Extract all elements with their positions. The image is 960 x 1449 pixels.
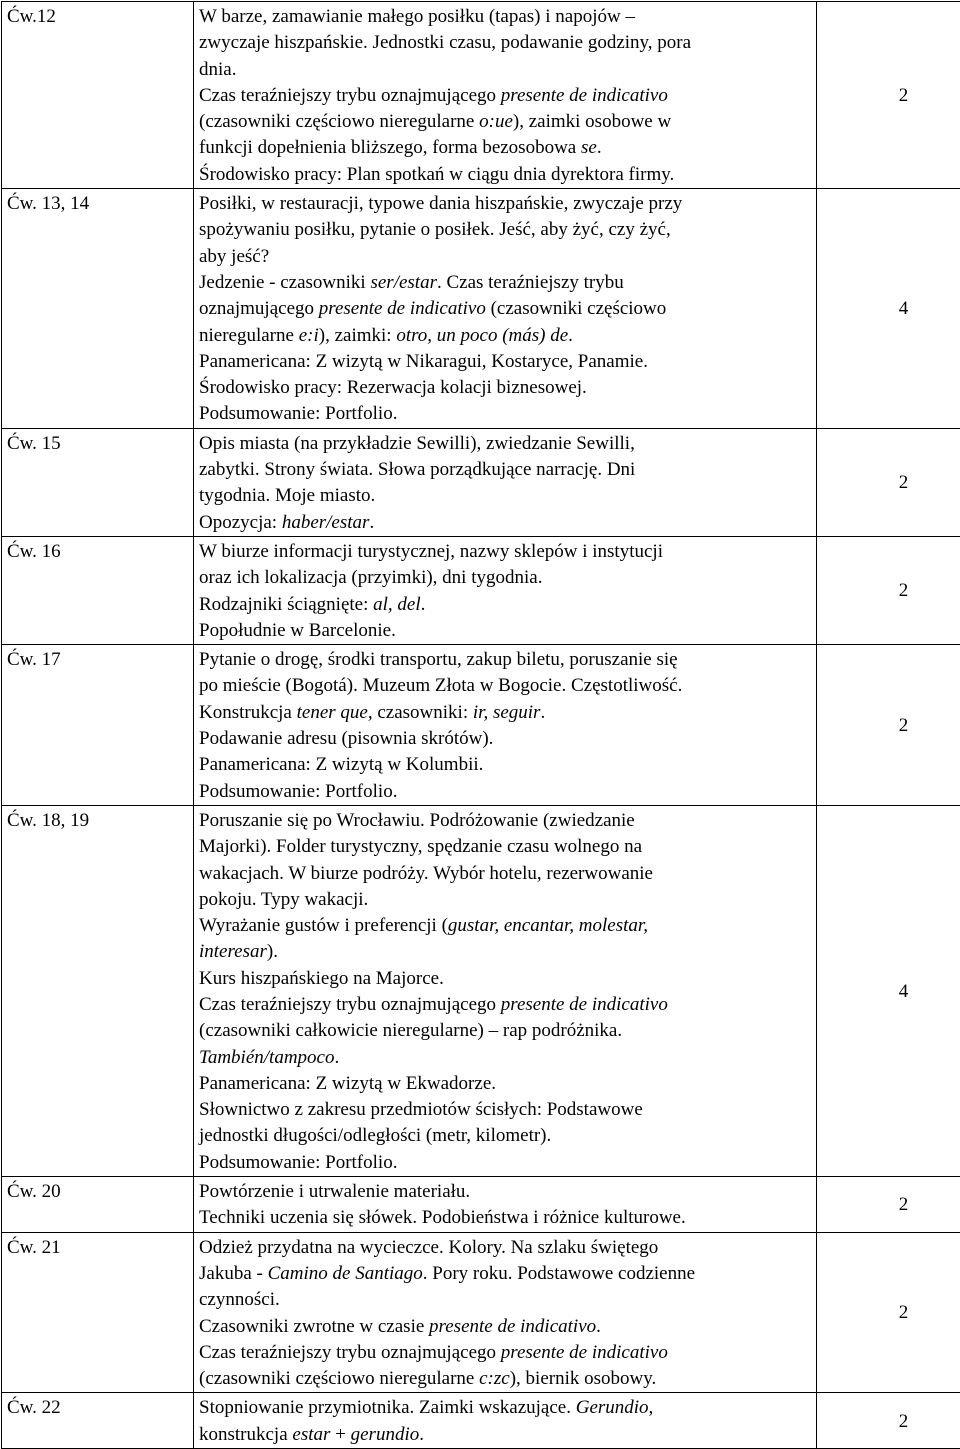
text-segment: Stopniowanie przymiotnika. Zaimki wskazujące. xyxy=(199,1397,576,1418)
text-segment: czasowniki: xyxy=(373,702,473,723)
topic-line xyxy=(199,913,811,939)
topic-cell xyxy=(194,1177,817,1233)
text-segment: Opozycja: xyxy=(199,512,282,533)
text-segment: ). xyxy=(267,941,278,962)
text-segment: ), zaimki: xyxy=(319,325,397,346)
italic-term: o:ue xyxy=(479,111,513,132)
topic-line xyxy=(199,1179,811,1205)
topic-line xyxy=(199,1045,811,1071)
topic-line xyxy=(199,834,811,860)
text-segment: . xyxy=(419,1424,424,1445)
text-segment: pokoju. Typy wakacji. xyxy=(199,889,368,910)
text-segment: Panamericana: Z wizytą w Ekwadorze. xyxy=(199,1073,496,1094)
hours-count: 2 xyxy=(817,1232,960,1393)
syllabus-rows xyxy=(2,2,960,1449)
exercise-number: Ćw. 20 xyxy=(2,1177,194,1233)
table-row xyxy=(2,536,960,644)
italic-term: tener que, xyxy=(297,702,373,723)
hours-count: 2 xyxy=(817,1393,960,1449)
topic-line xyxy=(199,752,811,778)
text-segment: . xyxy=(597,137,602,158)
text-segment: nieregularne xyxy=(199,325,299,346)
topic-line xyxy=(199,808,811,834)
topic-line xyxy=(199,1097,811,1123)
topic-line xyxy=(199,244,811,270)
text-segment: . xyxy=(334,1047,339,1068)
italic-term: gustar, encantar, molestar, xyxy=(448,915,648,936)
topic-cell xyxy=(194,428,817,536)
text-segment: . xyxy=(540,702,545,723)
italic-term: ser/estar xyxy=(370,272,437,293)
topic-line xyxy=(199,1235,811,1261)
table-row xyxy=(2,428,960,536)
hours-count: 2 xyxy=(817,1177,960,1233)
topic-line xyxy=(199,592,811,618)
topic-cell xyxy=(194,645,817,806)
topic-line xyxy=(199,1395,811,1421)
text-segment: . xyxy=(421,594,426,615)
hours-count: 4 xyxy=(817,805,960,1176)
text-segment: W biurze informacji turystycznej, nazwy sklepów i instytucji xyxy=(199,541,663,562)
topic-line xyxy=(199,431,811,457)
italic-term: se xyxy=(581,137,597,158)
exercise-number: Ćw. 22 xyxy=(2,1393,194,1449)
topic-line xyxy=(199,1287,811,1313)
text-segment: Czas teraźniejszy trybu oznajmującego xyxy=(199,1342,501,1363)
table-row xyxy=(2,189,960,429)
topic-line xyxy=(199,349,811,375)
topic-line xyxy=(199,618,811,644)
text-segment: funkcji dopełnienia bliższego, forma bezosobowa xyxy=(199,137,581,158)
text-segment: . xyxy=(568,325,573,346)
italic-term: e:i xyxy=(299,325,319,346)
text-segment: Środowisko pracy: Rezerwacja kolacji biznesowej. xyxy=(199,377,587,398)
topic-cell xyxy=(194,1393,817,1449)
text-segment: Jedzenie - czasowniki xyxy=(199,272,370,293)
topic-line xyxy=(199,217,811,243)
text-segment: konstrukcja xyxy=(199,1424,292,1445)
topic-line xyxy=(199,887,811,913)
table-row xyxy=(2,1177,960,1233)
topic-line xyxy=(199,191,811,217)
text-segment: dnia. xyxy=(199,59,236,80)
text-segment: spożywaniu posiłku, pytanie o posiłek. Jeść, aby żyć, czy żyć, xyxy=(199,219,671,240)
text-segment: Czas teraźniejszy trybu oznajmującego xyxy=(199,85,501,106)
text-segment: Wyrażanie gustów i preferencji ( xyxy=(199,915,448,936)
text-segment: Popołudnie w Barcelonie. xyxy=(199,620,396,641)
text-segment: Konstrukcja xyxy=(199,702,297,723)
text-segment: zwyczaje hiszpańskie. Jednostki czasu, podawanie godziny, pora xyxy=(199,32,691,53)
italic-term: otro, un poco (más) de xyxy=(396,325,568,346)
text-segment: po mieście (Bogotá). Muzeum Złota w Bogocie. Częstotliwość. xyxy=(199,675,682,696)
text-segment: Rodzajniki ściągnięte: xyxy=(199,594,373,615)
topic-line xyxy=(199,966,811,992)
text-segment: Czas teraźniejszy trybu oznajmującego xyxy=(199,994,501,1015)
topic-line xyxy=(199,539,811,565)
text-segment: oznajmującego xyxy=(199,298,319,319)
hours-count: 2 xyxy=(817,536,960,644)
topic-line xyxy=(199,726,811,752)
exercise-number: Ćw. 18, 19 xyxy=(2,805,194,1176)
topic-line xyxy=(199,1340,811,1366)
topic-cell xyxy=(194,2,817,189)
italic-term: al, del xyxy=(373,594,421,615)
text-segment: oraz ich lokalizacja (przyimki), dni tygodnia. xyxy=(199,567,542,588)
text-segment: Odzież przydatna na wycieczce. Kolory. Na szlaku świętego xyxy=(199,1237,658,1258)
table-row xyxy=(2,1232,960,1393)
text-segment: tygodnia. Moje miasto. xyxy=(199,485,375,506)
topic-line xyxy=(199,510,811,536)
text-segment: Czasowniki zwrotne w czasie xyxy=(199,1316,429,1337)
text-segment: Jakuba - xyxy=(199,1263,268,1284)
text-segment: Pytanie o drogę, środki transportu, zakup biletu, poruszanie się xyxy=(199,649,678,670)
topic-line xyxy=(199,109,811,135)
exercise-number: Ćw.12 xyxy=(2,2,194,189)
topic-line xyxy=(199,647,811,673)
topic-line xyxy=(199,1150,811,1176)
text-segment: (czasowniki częściowo nieregularne xyxy=(199,1368,479,1389)
italic-term: presente de indicativo xyxy=(429,1316,596,1337)
text-segment: (czasowniki całkowicie nieregularne) – rap podróżnika. xyxy=(199,1020,622,1041)
topic-line xyxy=(199,296,811,322)
exercise-number: Ćw. 16 xyxy=(2,536,194,644)
topic-line xyxy=(199,270,811,296)
text-segment: Powtórzenie i utrwalenie materiału. xyxy=(199,1181,470,1202)
text-segment: . xyxy=(369,512,374,533)
text-segment: jednostki długości/odległości (metr, kilometr). xyxy=(199,1125,551,1146)
topic-line xyxy=(199,401,811,427)
italic-term: Gerundio, xyxy=(576,1397,654,1418)
topic-cell xyxy=(194,1232,817,1393)
text-segment: ), biernik osobowy. xyxy=(510,1368,657,1389)
topic-line xyxy=(199,992,811,1018)
italic-term: presente de indicativo xyxy=(319,298,486,319)
hours-count: 4 xyxy=(817,189,960,429)
text-segment: Środowisko pracy: Plan spotkań w ciągu dnia dyrektora firmy. xyxy=(199,164,674,185)
topic-line xyxy=(199,483,811,509)
topic-line xyxy=(199,1422,811,1448)
text-segment: zabytki. Strony świata. Słowa porządkujące narrację. Dni xyxy=(199,459,635,480)
text-segment: Opis miasta (na przykładzie Sewilli), zwiedzanie Sewilli, xyxy=(199,433,635,454)
text-segment: Majorki). Folder turystyczny, spędzanie czasu wolnego na xyxy=(199,836,642,857)
text-segment: czynności. xyxy=(199,1289,280,1310)
text-segment: Podawanie adresu (pisownia skrótów). xyxy=(199,728,493,749)
text-segment: + xyxy=(330,1424,350,1445)
topic-cell xyxy=(194,805,817,1176)
topic-line xyxy=(199,673,811,699)
topic-line xyxy=(199,1314,811,1340)
topic-line xyxy=(199,4,811,30)
table-row xyxy=(2,805,960,1176)
topic-line xyxy=(199,1018,811,1044)
text-segment: ), zaimki osobowe w xyxy=(513,111,671,132)
topic-line xyxy=(199,83,811,109)
text-segment: Panamericana: Z wizytą w Kolumbii. xyxy=(199,754,483,775)
text-segment: . xyxy=(596,1316,601,1337)
hours-count: 2 xyxy=(817,645,960,806)
table-row xyxy=(2,645,960,806)
italic-term: estar xyxy=(292,1424,330,1445)
italic-term: haber/estar xyxy=(282,512,370,533)
italic-term: gerundio xyxy=(351,1424,420,1445)
topic-cell xyxy=(194,536,817,644)
topic-line xyxy=(199,700,811,726)
text-segment: (czasowniki częściowo nieregularne xyxy=(199,111,479,132)
topic-line xyxy=(199,323,811,349)
text-segment: Posiłki, w restauracji, typowe dania hiszpańskie, zwyczaje przy xyxy=(199,193,682,214)
syllabus-table xyxy=(1,1,960,1449)
italic-term: presente de indicativo xyxy=(501,1342,668,1363)
topic-line xyxy=(199,861,811,887)
italic-term: presente de indicativo xyxy=(501,85,668,106)
topic-line xyxy=(199,1366,811,1392)
topic-line xyxy=(199,1123,811,1149)
text-segment: (czasowniki częściowo xyxy=(486,298,666,319)
italic-term: presente de indicativo xyxy=(501,994,668,1015)
text-segment: Podsumowanie: Portfolio. xyxy=(199,1152,397,1173)
topic-cell xyxy=(194,189,817,429)
exercise-number: Ćw. 13, 14 xyxy=(2,189,194,429)
topic-line xyxy=(199,457,811,483)
text-segment: Słownictwo z zakresu przedmiotów ścisłych: Podstawowe xyxy=(199,1099,643,1120)
italic-term: ir, seguir xyxy=(473,702,541,723)
topic-line xyxy=(199,565,811,591)
topic-line xyxy=(199,30,811,56)
text-segment: Podsumowanie: Portfolio. xyxy=(199,403,397,424)
text-segment: Panamericana: Z wizytą w Nikaragui, Kostaryce, Panamie. xyxy=(199,351,648,372)
text-segment: . Pory roku. Podstawowe codzienne xyxy=(423,1263,695,1284)
topic-line xyxy=(199,779,811,805)
text-segment: Poruszanie się po Wrocławiu. Podróżowanie (zwiedzanie xyxy=(199,810,635,831)
topic-line xyxy=(199,135,811,161)
table-row xyxy=(2,1393,960,1449)
text-segment: W barze, zamawianie małego posiłku (tapas) i napojów – xyxy=(199,6,635,27)
italic-term: También/tampoco xyxy=(199,1047,334,1068)
italic-term: c:zc xyxy=(479,1368,510,1389)
exercise-number: Ćw. 21 xyxy=(2,1232,194,1393)
hours-count: 2 xyxy=(817,2,960,189)
text-segment: aby jeść? xyxy=(199,246,269,267)
topic-line xyxy=(199,162,811,188)
topic-line xyxy=(199,1071,811,1097)
table-row xyxy=(2,2,960,189)
topic-line xyxy=(199,939,811,965)
topic-line xyxy=(199,375,811,401)
hours-count: 2 xyxy=(817,428,960,536)
exercise-number: Ćw. 17 xyxy=(2,645,194,806)
text-segment: Kurs hiszpańskiego na Majorce. xyxy=(199,968,444,989)
text-segment: wakacjach. W biurze podróży. Wybór hotelu, rezerwowanie xyxy=(199,863,653,884)
topic-line xyxy=(199,57,811,83)
text-segment: . Czas teraźniejszy trybu xyxy=(437,272,624,293)
italic-term: interesar xyxy=(199,941,267,962)
topic-line xyxy=(199,1261,811,1287)
text-segment: Techniki uczenia się słówek. Podobieństwa i różnice kulturowe. xyxy=(199,1207,686,1228)
exercise-number: Ćw. 15 xyxy=(2,428,194,536)
italic-term: Camino de Santiago xyxy=(268,1263,423,1284)
text-segment: Podsumowanie: Portfolio. xyxy=(199,781,397,802)
topic-line xyxy=(199,1205,811,1231)
